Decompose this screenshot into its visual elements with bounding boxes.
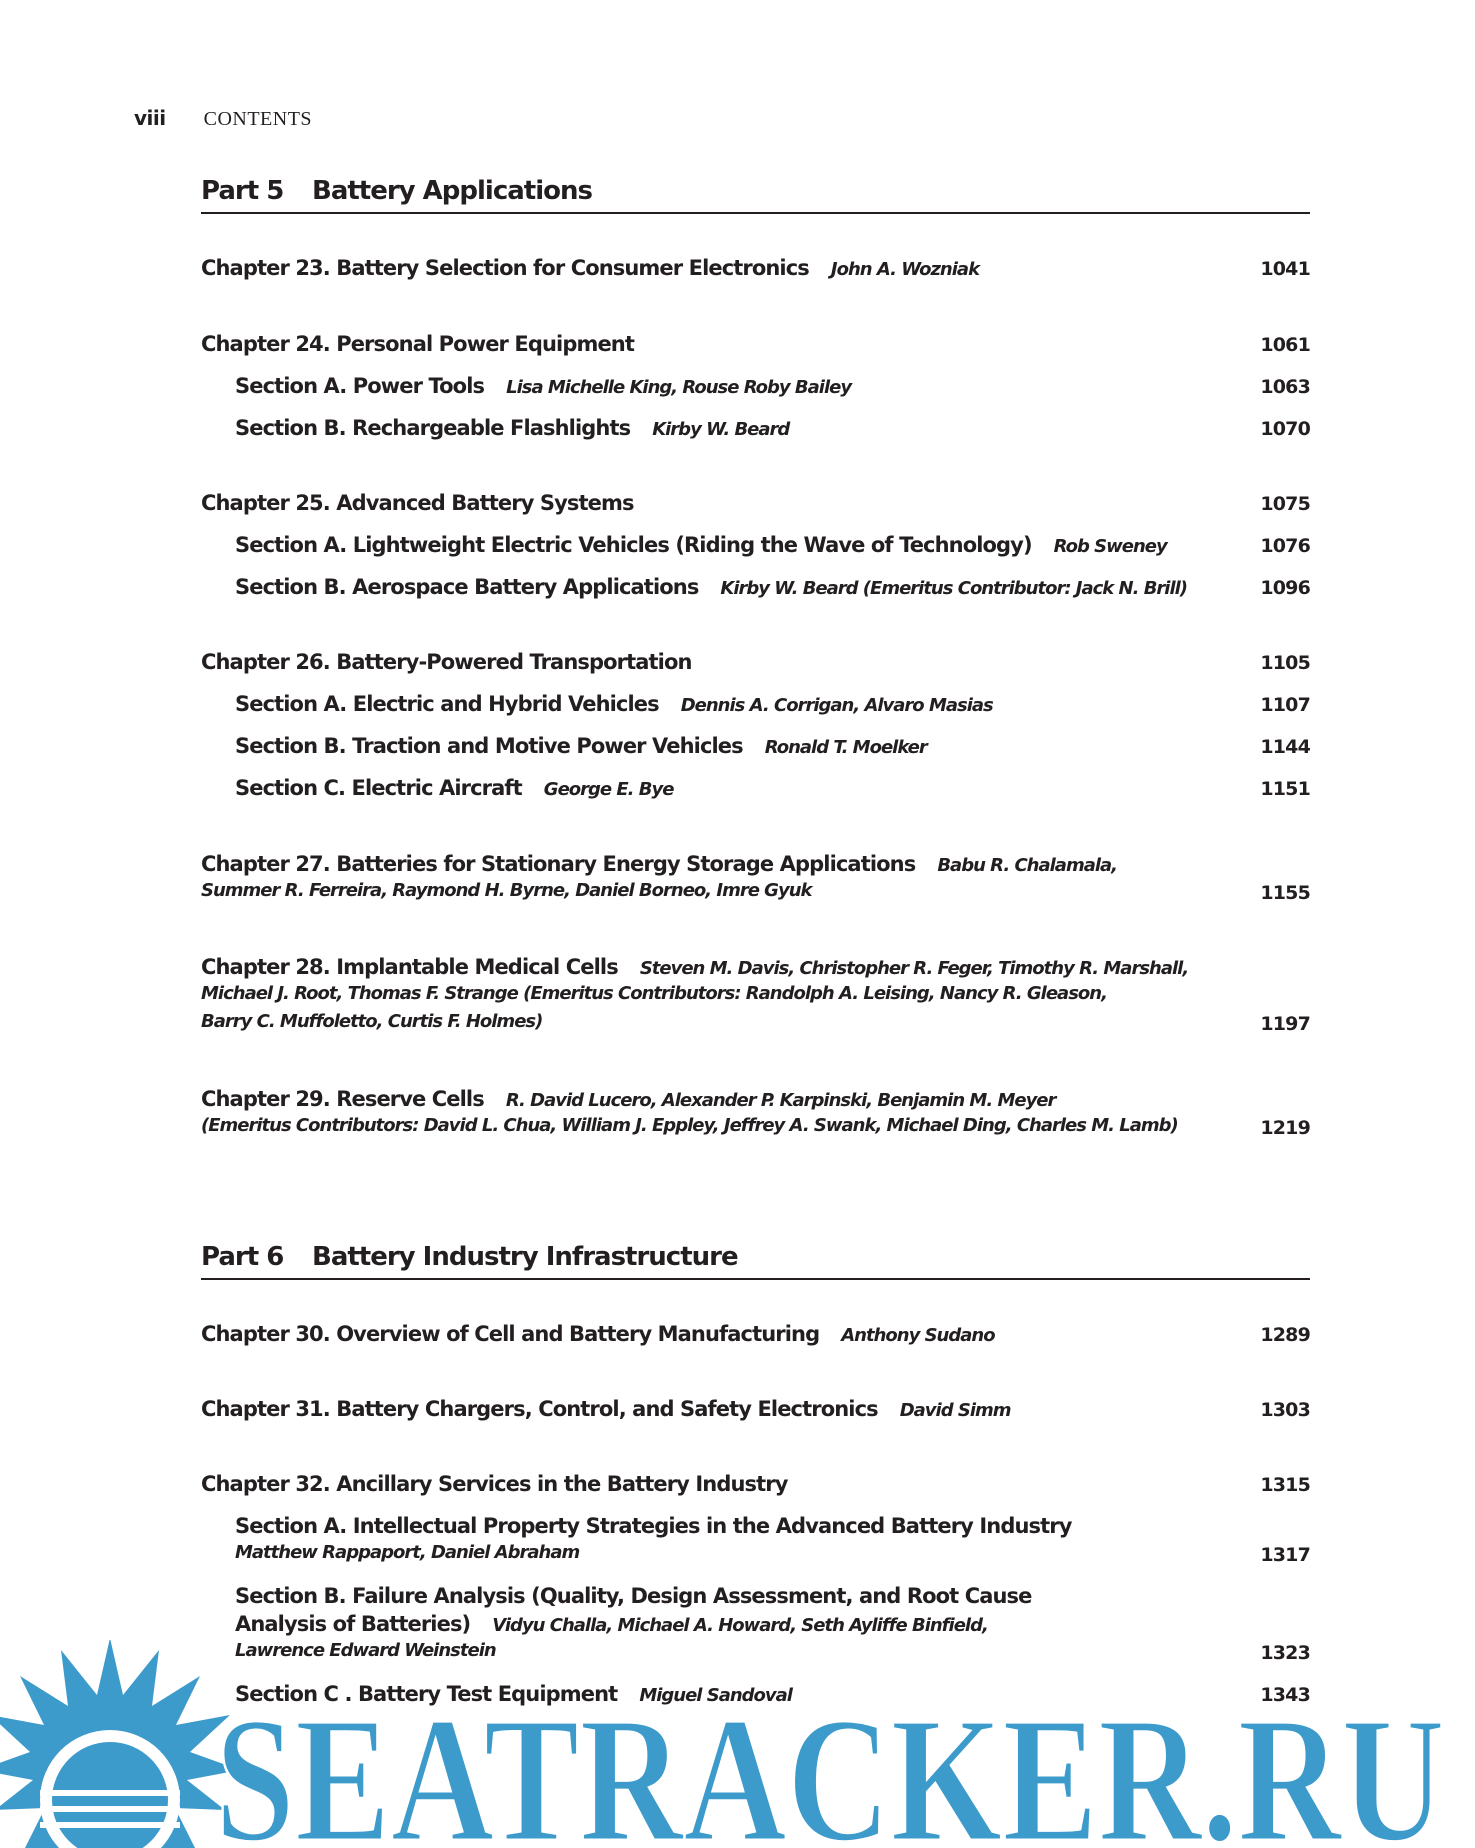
page-number: 1151 bbox=[1260, 778, 1310, 800]
section-title: Section B. Rechargeable Flashlights bbox=[235, 416, 631, 440]
chapter-title: Chapter 25. Advanced Battery Systems bbox=[201, 491, 634, 515]
section-authors: Matthew Rappaport, Daniel Abraham bbox=[235, 1542, 580, 1563]
toc-entry-section[interactable] bbox=[235, 374, 1310, 402]
toc-entry-chapter-25[interactable] bbox=[201, 491, 1310, 519]
chapter-authors: Steven M. Davis, Christopher R. Feger, Timothy R. Marshall, bbox=[639, 958, 1189, 979]
section-title: Section B. Aerospace Battery Applications bbox=[235, 575, 699, 599]
page-number: 1315 bbox=[1260, 1474, 1310, 1496]
section-title: Section C . Battery Test Equipment bbox=[235, 1682, 618, 1706]
toc-entry-section[interactable] bbox=[235, 692, 1310, 720]
toc-entry-section-continued[interactable] bbox=[235, 1542, 1310, 1570]
page-number: 1343 bbox=[1260, 1684, 1310, 1706]
running-title: CONTENTS bbox=[203, 108, 313, 130]
toc-entry-section[interactable] bbox=[235, 533, 1310, 561]
toc-entry-chapter-28-continued[interactable] bbox=[201, 1011, 1310, 1039]
chapter-authors: Babu R. Chalamala, bbox=[937, 855, 1118, 876]
section-authors: Kirby W. Beard (Emeritus Contributor: Jack N. Brill) bbox=[720, 578, 1188, 599]
part-title: Battery Applications bbox=[312, 176, 592, 206]
section-title: Analysis of Batteries) bbox=[235, 1612, 471, 1636]
chapter-title: Chapter 32. Ancillary Services in the Battery Industry bbox=[201, 1472, 788, 1496]
page-number: 1076 bbox=[1260, 535, 1310, 557]
toc-entry-chapter-28-continued[interactable] bbox=[201, 983, 1310, 1011]
chapter-title: Chapter 30. Overview of Cell and Battery Manufacturing bbox=[201, 1322, 820, 1346]
chapter-authors: (Emeritus Contributors: David L. Chua, William J. Eppley, Jeffrey A. Swank, Michael Ding, Charles M. Lamb) bbox=[201, 1115, 1178, 1136]
toc-entry-chapter-30[interactable] bbox=[201, 1322, 1310, 1350]
toc-entry-chapter-27[interactable] bbox=[201, 852, 1310, 880]
chapter-authors: Michael J. Root, Thomas F. Strange (Emeritus Contributors: Randolph A. Leising, Nancy R. Gleason, bbox=[201, 983, 1107, 1004]
chapter-title: Chapter 26. Battery-Powered Transportation bbox=[201, 650, 692, 674]
page-number: 1197 bbox=[1260, 1013, 1310, 1035]
part-5-heading bbox=[201, 174, 1310, 214]
toc-entry-section[interactable] bbox=[235, 575, 1310, 603]
chapter-title: Chapter 23. Battery Selection for Consumer Electronics bbox=[201, 256, 809, 280]
section-title: Section A. Lightweight Electric Vehicles (Riding the Wave of Technology) bbox=[235, 533, 1032, 557]
toc-entry-section[interactable] bbox=[235, 776, 1310, 804]
chapter-authors: David Simm bbox=[899, 1400, 1011, 1421]
part-label: Part 6 bbox=[201, 1242, 284, 1272]
section-authors: Kirby W. Beard bbox=[652, 419, 790, 440]
page-number: 1061 bbox=[1260, 334, 1310, 356]
page-number: 1155 bbox=[1260, 882, 1310, 904]
part-6-heading bbox=[201, 1240, 1310, 1280]
chapter-authors: Summer R. Ferreira, Raymond H. Byrne, Daniel Borneo, Imre Gyuk bbox=[201, 880, 812, 901]
chapter-authors: Barry C. Muffoletto, Curtis F. Holmes) bbox=[201, 1011, 543, 1032]
toc-entry-chapter-27-continued[interactable] bbox=[201, 880, 1310, 908]
section-title: Section A. Intellectual Property Strategies in the Advanced Battery Industry bbox=[235, 1514, 1072, 1538]
sunburst-line bbox=[40, 1790, 180, 1796]
chapter-title: Chapter 31. Battery Chargers, Control, and Safety Electronics bbox=[201, 1397, 878, 1421]
chapter-authors: John A. Wozniak bbox=[830, 259, 980, 280]
page-number: 1323 bbox=[1260, 1642, 1310, 1664]
section-authors: Miguel Sandoval bbox=[639, 1685, 792, 1706]
sunburst-line bbox=[40, 1806, 180, 1812]
section-authors: George E. Bye bbox=[543, 779, 674, 800]
section-authors: Ronald T. Moelker bbox=[764, 737, 927, 758]
section-authors: Vidyu Challa, Michael A. Howard, Seth Ayliffe Binfield, bbox=[492, 1615, 988, 1636]
toc-entry-chapter-24[interactable] bbox=[201, 332, 1310, 360]
section-authors: Rob Sweney bbox=[1053, 536, 1167, 557]
page-number: 1063 bbox=[1260, 376, 1310, 398]
sunburst-logo-icon bbox=[0, 1640, 240, 1848]
section-title: Section B. Failure Analysis (Quality, Design Assessment, and Root Cause bbox=[235, 1584, 1032, 1608]
toc-entry-chapter-28[interactable] bbox=[201, 955, 1310, 983]
sunburst-line bbox=[40, 1822, 180, 1828]
chapter-title: Chapter 27. Batteries for Stationary Energy Storage Applications bbox=[201, 852, 916, 876]
toc-entry-section[interactable] bbox=[235, 1514, 1310, 1542]
page-number: 1219 bbox=[1260, 1117, 1310, 1139]
page-number: 1041 bbox=[1260, 258, 1310, 280]
watermark bbox=[0, 1640, 1475, 1848]
section-title: Section C. Electric Aircraft bbox=[235, 776, 522, 800]
section-authors: Lisa Michelle King, Rouse Roby Bailey bbox=[506, 377, 852, 398]
page-number: 1105 bbox=[1260, 652, 1310, 674]
part-title: Battery Industry Infrastructure bbox=[312, 1242, 738, 1272]
section-authors: Lawrence Edward Weinstein bbox=[235, 1640, 496, 1661]
watermark-text: SEATRACKER.RU bbox=[215, 1680, 1445, 1848]
chapter-authors: Anthony Sudano bbox=[841, 1325, 995, 1346]
chapter-title: Chapter 29. Reserve Cells bbox=[201, 1087, 484, 1111]
toc-entry-chapter-26[interactable] bbox=[201, 650, 1310, 678]
toc-entry-chapter-31[interactable] bbox=[201, 1397, 1310, 1425]
toc-entry-section-continued[interactable] bbox=[235, 1612, 1310, 1640]
toc-entry-chapter-29-continued[interactable] bbox=[201, 1115, 1310, 1143]
toc-entry-chapter-32[interactable] bbox=[201, 1472, 1310, 1500]
chapter-title: Chapter 24. Personal Power Equipment bbox=[201, 332, 634, 356]
running-head bbox=[134, 106, 312, 134]
section-title: Section A. Electric and Hybrid Vehicles bbox=[235, 692, 659, 716]
page-number: 1303 bbox=[1260, 1399, 1310, 1421]
toc-entry-section[interactable] bbox=[235, 734, 1310, 762]
page-number: 1075 bbox=[1260, 493, 1310, 515]
part-label: Part 5 bbox=[201, 176, 284, 206]
section-title: Section B. Traction and Motive Power Vehicles bbox=[235, 734, 743, 758]
section-title: Section A. Power Tools bbox=[235, 374, 485, 398]
page-number: 1317 bbox=[1260, 1544, 1310, 1566]
page-number: 1144 bbox=[1260, 736, 1310, 758]
page-number: 1096 bbox=[1260, 577, 1310, 599]
toc-entry-chapter-29[interactable] bbox=[201, 1087, 1310, 1115]
page-number: 1289 bbox=[1260, 1324, 1310, 1346]
section-authors: Dennis A. Corrigan, Alvaro Masias bbox=[680, 695, 993, 716]
page-folio: viii bbox=[134, 106, 166, 130]
chapter-title: Chapter 28. Implantable Medical Cells bbox=[201, 955, 618, 979]
toc-entry-chapter-23[interactable] bbox=[201, 256, 1310, 284]
toc-entry-section[interactable] bbox=[235, 416, 1310, 444]
toc-entry-section[interactable] bbox=[235, 1584, 1310, 1612]
page-number: 1107 bbox=[1260, 694, 1310, 716]
page-number: 1070 bbox=[1260, 418, 1310, 440]
chapter-authors: R. David Lucero, Alexander P. Karpinski, Benjamin M. Meyer bbox=[505, 1090, 1056, 1111]
